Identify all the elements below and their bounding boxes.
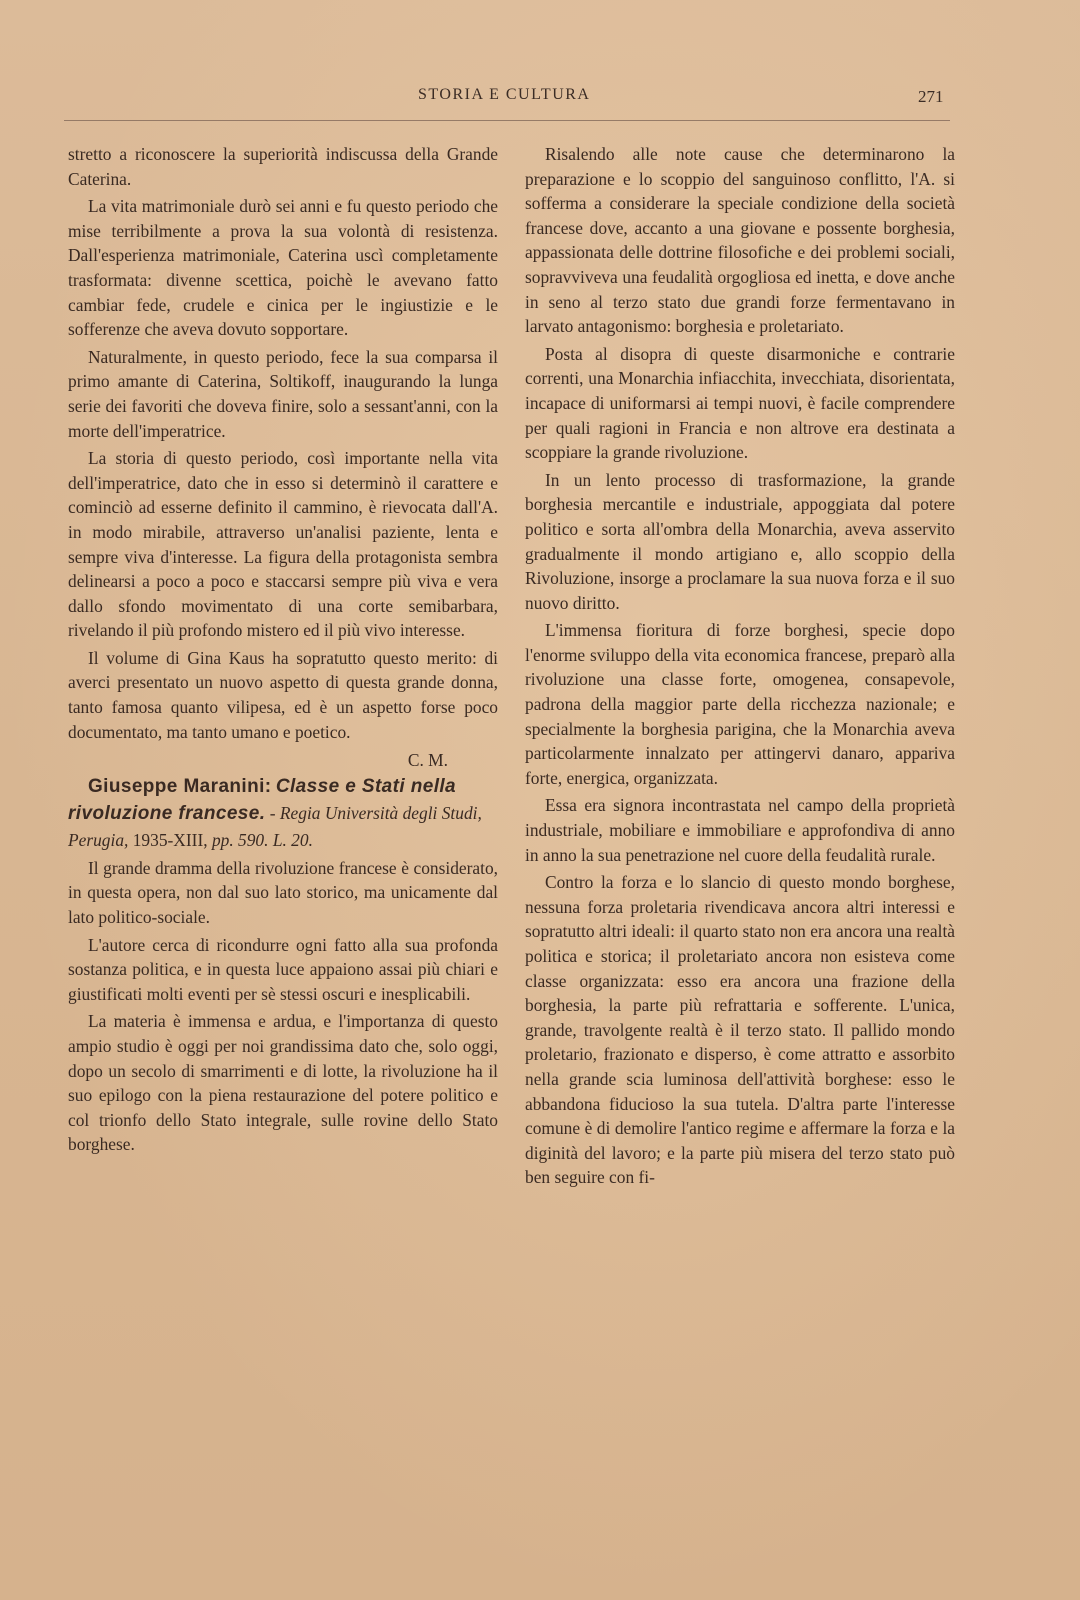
paragraph: stretto a riconoscere la superiorità indiscussa della Grande Caterina. [68, 144, 498, 189]
paragraph: Posta al disopra di queste disarmoniche e contrarie correnti, una Monarchia infiacchita, invecchiata, disorientata, incapace di uniformarsi ai tempi nuovi, è facile comprendere per quali ragioni in Francia e non altrove era destinata a scoppiare la grande rivoluzione. [525, 343, 955, 463]
paragraph: In un lento processo di trasformazione, la grande borghesia mercantile e industriale, appoggiata dal potere politico e sorta all'ombra della Monarchia, aveva asservito gradualmente il mondo artigiano e, allo scoppio della Rivoluzione, insorge a proclamare la sua nuova forza e il suo nuovo diritto. [525, 469, 955, 613]
running-head [0, 86, 1080, 110]
right-column [525, 142, 955, 1193]
review-author: Giuseppe Maranini: [88, 775, 272, 797]
paragraph: La materia è immensa e ardua, e l'importanza di questo ampio studio è oggi per noi grandissima dato che, solo oggi, dopo un secolo di smarrimenti e di lotte, la rivoluzione ha il suo epilogo con la piena restaurazione del potere politico e col trionfo dello Stato integrale, sulle rovine dello Stato borghese. [68, 1011, 498, 1155]
review-pages-price: pp. 590. L. 20. [211, 829, 313, 850]
paragraph: L'immensa fioritura di forze borghesi, specie dopo l'enorme sviluppo della vita economica francese, preparò alla rivoluzione una classe forte, omogenea, consapevole, padrona della maggior parte della ricchezza nazionale; e specialmente la borghesia parigina, che la Monarchia aveva particolarmente innalzato per attingervi danaro, appariva forte, energica, organizzata. [525, 620, 955, 788]
paragraph: Risalendo alle note cause che determinarono la preparazione e lo scoppio del sanguinoso conflitto, l'A. si sofferma a considerare la speciale condizione della società francese dove, accanto a una giovane e possente borghesia, appassionata delle dottrine filosofiche e dei problemi sociali, sopravviveva una feudalità orgogliosa ed inetta, e dove anche in seno al terzo stato due grandi forze fermentavano in larvato antagonismo: borghesia e proletariato. [525, 144, 955, 337]
paragraph: Essa era signora incontrastata nel campo della proprietà industriale, mobiliare e immobiliare e approfondiva di anno in anno la sua penetrazione nel cuore della feudalità rurale. [525, 795, 955, 865]
review-book-title: Classe e Stati nella rivoluzione francese. [68, 775, 457, 824]
page-number: 271 [918, 87, 944, 106]
paragraph: Naturalmente, in questo periodo, fece la sua comparsa il primo amante di Caterina, Soltikoff, inaugurando la lunga serie dei favoriti che doveva finire, solo a sessant'anni, con la morte dell'imperatrice. [68, 346, 498, 441]
paragraph: Contro la forza e lo slancio di questo mondo borghese, nessuna forza proletaria rivendicava ancora altri interessi e sopratutto altri ideali: il quarto stato non era ancora una realtà politica e storica; il proletariato ancora non esisteva come classe organizzata: esso era ancora una frazione della borghesia, la parte più refrattaria e sofferente. L'unica, grande, travolgente realtà è il terzo stato. Il pallido mondo proletario, frazionato e disperso, è come attratto e assorbito nella grande scia luminosa dell'attività borghese: esso le abbandona fiducioso la sua tutela. D'altra parte l'interesse comune è di demolire l'antico regime e affermare la forza e la diginità del lavoro; e la parte più misera del terzo stato può ben seguire con fi- [525, 872, 955, 1188]
left-column [68, 142, 498, 1160]
header-rule [64, 120, 950, 121]
review-signature: C. M. [407, 750, 448, 771]
paragraph: Il volume di Gina Kaus ha sopratutto questo merito: di averci presentato un nuovo aspetto di questa grande donna, tanto famosa quanto vilipesa, ed è un aspetto forse poco documentato, ma tanto umano e poetico. [68, 647, 498, 742]
review-year: 1935-XIII, [132, 829, 208, 850]
review-publisher: - Regia Università degli Studi, Perugia, [68, 802, 482, 850]
running-title: STORIA E CULTURA [418, 86, 591, 103]
paragraph: La vita matrimoniale durò sei anni e fu questo periodo che mise terribilmente a prova la sua volontà di resistenza. Dall'esperienza matrimoniale, Caterina uscì completamente trasformata: divenne scettica, poichè le avevano fatto cambiar fede, crudele e cinica per le ingiustizie e le sofferenze che aveva dovuto sopportare. [68, 196, 498, 340]
paragraph: L'autore cerca di ricondurre ogni fatto alla sua profonda sostanza politica, e in questa luce appaiono assai più chiari e giustificati molti eventi per sè stessi oscuri e inesplicabili. [68, 934, 498, 1004]
paragraph: Il grande dramma della rivoluzione francese è considerato, in questa opera, non dal suo lato storico, ma unicamente dal lato politico-sociale. [68, 857, 498, 928]
review-heading [68, 773, 498, 853]
paragraph: La storia di questo periodo, così importante nella vita dell'imperatrice, dato che in esso si determinò il carattere e cominciò ad esserne definito il cammino, è rievocata dall'A. in modo mirabile, attraverso un'analisi paziente, lenta e sempre viva d'interesse. La figura della protagonista sembra delinearsi a poco a poco e staccarsi sempre più viva e vera dallo sfondo movimentato di una corte semibarbara, rivelando il più profondo mistero ed il più vivo interesse. [68, 448, 498, 641]
